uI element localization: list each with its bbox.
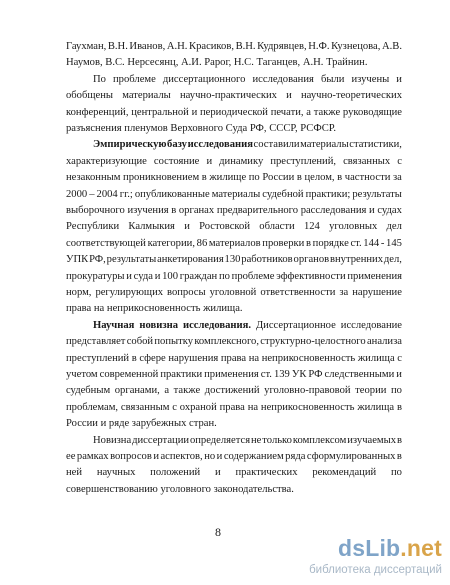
- word: нарушение: [352, 287, 402, 298]
- text-line: [66, 188, 402, 201]
- word: результаты: [106, 254, 157, 266]
- word: по: [390, 385, 402, 397]
- word: уголовной: [209, 287, 257, 298]
- word: преступлений: [66, 352, 130, 364]
- word: применения: [204, 369, 259, 380]
- word: УПК: [66, 254, 89, 266]
- word: По: [93, 73, 106, 85]
- word: расследования: [300, 205, 367, 216]
- word: граждан: [179, 270, 218, 282]
- bold-word: Эмпирическую: [93, 139, 167, 151]
- word: Кудрявцев,: [257, 41, 307, 52]
- word: собой: [126, 336, 154, 348]
- word: на: [248, 352, 260, 364]
- word: а: [164, 385, 170, 397]
- word: материалы: [211, 188, 261, 200]
- word: опубликованные: [134, 188, 210, 200]
- word: проверки: [262, 237, 305, 249]
- word: 130: [224, 254, 241, 266]
- word: прокуратуры: [66, 270, 125, 282]
- word: жилища: [357, 352, 395, 364]
- word: судебным: [66, 385, 111, 397]
- word: ответственности: [260, 287, 336, 298]
- word: Калмыкия: [128, 221, 175, 233]
- word: УК: [291, 369, 307, 380]
- word: и: [154, 270, 161, 282]
- text-line: [66, 302, 243, 315]
- line-text: совершенствованию уголовного законодательства.: [66, 483, 294, 495]
- text-line: [66, 171, 402, 184]
- word: жилища: [357, 401, 395, 413]
- word: эффективности: [276, 270, 346, 282]
- word: сформулированных: [306, 451, 396, 462]
- word: структурно-целостного: [260, 336, 366, 348]
- word: но: [204, 451, 216, 462]
- word: дел,: [383, 254, 402, 266]
- line-text: Наумов, В.С. Нерсесянц, А.И. Рарог, Н.С. Таганцев, А.Н. Трайнин.: [66, 57, 368, 69]
- word: России: [262, 172, 295, 184]
- word: практики;: [305, 188, 351, 200]
- word: анкетирования: [157, 254, 224, 266]
- bold-word: новизна: [139, 319, 178, 331]
- word: учетом: [66, 369, 98, 380]
- text-line: [66, 237, 402, 250]
- word: не: [251, 434, 262, 446]
- text-line: [66, 106, 402, 119]
- text-line: [66, 204, 402, 217]
- word: вопросов: [110, 451, 152, 462]
- text-line: [66, 220, 402, 233]
- word: исследования: [252, 73, 314, 85]
- word: органами,: [114, 385, 160, 397]
- word: охраной: [179, 401, 217, 413]
- word: дел: [386, 221, 402, 233]
- word: нарушения: [168, 352, 219, 364]
- word: 2000: [66, 188, 88, 200]
- word: 100: [162, 270, 179, 282]
- bold-word: Научная: [93, 319, 135, 331]
- word: в: [396, 451, 402, 462]
- text-line: [66, 89, 402, 102]
- word: содержанием: [223, 451, 284, 462]
- word: гг.;: [119, 188, 133, 200]
- word: органах: [178, 205, 215, 216]
- word: с: [397, 352, 402, 364]
- bold-word: исследования: [187, 139, 253, 151]
- word: также: [313, 106, 341, 118]
- word: предварительного: [216, 205, 299, 216]
- word: за: [339, 287, 349, 298]
- text-line: [66, 270, 402, 283]
- word: материалы: [122, 90, 171, 102]
- word: рекомендаций: [312, 467, 377, 479]
- word: на: [247, 401, 259, 413]
- watermark: [282, 535, 442, 581]
- word: области: [259, 221, 295, 233]
- word: -: [380, 237, 385, 249]
- word: современной: [99, 369, 159, 380]
- word: 2004: [96, 188, 118, 200]
- text-line: [66, 417, 217, 430]
- text-line: [66, 155, 402, 168]
- word: ряда: [285, 451, 306, 462]
- word: Кузнецова,: [331, 41, 381, 52]
- word: исследование: [340, 319, 402, 331]
- word: проблеме: [113, 73, 156, 85]
- word: 86: [196, 237, 208, 249]
- word: жилище: [209, 172, 247, 184]
- word: 139: [273, 369, 290, 380]
- word: уголовно-правовой: [264, 385, 351, 397]
- word: и: [153, 451, 159, 462]
- word: проблемам,: [66, 401, 119, 413]
- watermark-logo: [338, 535, 442, 561]
- page-number: 8: [215, 525, 221, 539]
- word: печати,: [270, 106, 304, 118]
- word: а: [306, 106, 311, 118]
- word: незаконным: [66, 172, 121, 184]
- watermark-logo-main: dsLib: [337, 535, 401, 561]
- word: применения: [347, 270, 402, 282]
- word: неприкосновенность: [261, 352, 356, 364]
- word: норм,: [66, 287, 92, 298]
- word: диссертации: [132, 434, 190, 446]
- word: в: [171, 205, 177, 216]
- word: сфере: [139, 352, 166, 364]
- word: анализа: [366, 336, 402, 348]
- word: комплексного,: [194, 336, 259, 348]
- text-line: [66, 40, 402, 53]
- word: Красиков,: [189, 41, 234, 52]
- word: уголовных: [329, 221, 378, 233]
- word: в: [396, 401, 402, 413]
- word: связанным: [120, 401, 170, 413]
- word: РФ,: [89, 254, 106, 266]
- word: результаты: [352, 188, 402, 200]
- word: права: [219, 401, 245, 413]
- word: Диссертационное: [255, 319, 336, 331]
- word: также: [173, 385, 201, 397]
- word: проблеме: [231, 270, 275, 282]
- word: регулирующих: [95, 287, 164, 298]
- word: изучения: [127, 205, 169, 216]
- word: органов: [293, 254, 330, 266]
- text-line: [93, 319, 402, 332]
- word: Иванов,: [129, 41, 166, 52]
- text-line: [66, 466, 402, 479]
- word: ст.: [350, 237, 362, 249]
- word: аспектов,: [160, 451, 203, 462]
- word: частности: [344, 172, 391, 184]
- text-line: [93, 138, 402, 151]
- word: обобщены: [66, 90, 114, 102]
- word: достижений: [204, 385, 260, 397]
- word: и: [184, 221, 190, 233]
- text-line: [66, 450, 402, 463]
- word: и: [206, 155, 213, 167]
- word: составили: [253, 139, 300, 151]
- word: внутренних: [329, 254, 384, 266]
- line-text: России и ряде зарубежных стран.: [66, 418, 217, 430]
- word: диссертационного: [162, 73, 246, 85]
- word: научно-практических: [179, 90, 277, 102]
- word: периодической: [200, 106, 268, 118]
- word: материалов: [208, 237, 261, 249]
- word: и: [369, 205, 375, 216]
- word: характеризующие: [66, 155, 147, 167]
- text-line: [66, 253, 402, 266]
- word: конференций,: [66, 106, 129, 118]
- word: комплексом: [292, 434, 347, 446]
- line-text: права на неприкосновенность жилища.: [66, 303, 243, 315]
- word: категории,: [147, 237, 195, 249]
- word: и: [191, 106, 198, 118]
- bold-word: исследования.: [182, 319, 251, 331]
- word: по: [218, 270, 230, 282]
- word: попытку: [154, 336, 194, 348]
- word: по: [248, 172, 260, 184]
- word: статистики,: [349, 139, 402, 151]
- word: РФ: [308, 369, 323, 380]
- word: практики: [160, 369, 203, 380]
- word: Н.Ф.: [308, 41, 330, 52]
- word: целом,: [304, 172, 335, 184]
- word: в: [305, 237, 311, 249]
- word: и: [216, 451, 223, 462]
- word: Ростовской: [199, 221, 251, 233]
- word: за: [392, 172, 402, 184]
- word: А.В.: [381, 41, 402, 52]
- word: и: [396, 73, 402, 85]
- word: состояние: [153, 155, 200, 167]
- word: Гаухман,: [66, 41, 107, 52]
- word: права: [220, 352, 247, 364]
- word: по: [390, 467, 402, 479]
- word: проникновением: [123, 172, 200, 184]
- word: определяется: [189, 434, 251, 446]
- text-line: [66, 122, 336, 135]
- word: были: [320, 73, 345, 85]
- word: 124: [303, 221, 320, 233]
- word: выборочного: [66, 205, 125, 216]
- word: в: [337, 172, 343, 184]
- word: судах: [377, 205, 402, 216]
- word: и: [214, 467, 221, 479]
- word: порядке: [312, 237, 349, 249]
- word: материалы: [300, 139, 349, 151]
- word: в: [131, 352, 137, 364]
- word: соответствующей: [66, 237, 146, 249]
- word: изучены: [351, 73, 390, 85]
- word: ней: [66, 467, 83, 479]
- text-line: [66, 56, 367, 69]
- text-line: [66, 483, 294, 496]
- word: только: [262, 434, 292, 446]
- word: центральной: [131, 106, 189, 118]
- word: 145: [386, 237, 402, 249]
- text-line: [66, 335, 402, 348]
- word: представляет: [66, 336, 126, 348]
- word: научных: [96, 467, 136, 479]
- word: В.Н.: [235, 41, 256, 52]
- word: практических: [235, 467, 298, 479]
- bold-word: базу: [167, 139, 187, 151]
- word: неприкосновенность: [260, 401, 355, 413]
- word: Республики: [66, 221, 120, 233]
- word: и: [126, 270, 132, 282]
- text-line: [93, 434, 402, 447]
- word: теории: [355, 385, 387, 397]
- text-line: [66, 401, 402, 414]
- word: Новизна: [93, 434, 132, 446]
- word: суда: [133, 270, 153, 282]
- word: в: [296, 172, 302, 184]
- word: руководящие: [342, 106, 402, 118]
- watermark-subtitle: библиотека диссертаций: [309, 564, 442, 576]
- word: в: [396, 434, 402, 446]
- word: 144: [363, 237, 380, 249]
- word: ст.: [260, 369, 272, 380]
- watermark-logo-accent: .net: [400, 535, 442, 561]
- line-text: разъяснения пленумов Верховного Суда РФ, СССР, РСФСР.: [66, 123, 337, 134]
- word: с: [172, 401, 177, 413]
- word: работников: [241, 254, 293, 266]
- word: следственными: [324, 369, 395, 380]
- word: с: [397, 155, 402, 167]
- text-line: [66, 352, 402, 365]
- text-line: [93, 73, 402, 86]
- word: и: [286, 90, 292, 102]
- word: судебной: [262, 188, 304, 200]
- text-line: [66, 368, 402, 381]
- text-line: [66, 384, 402, 397]
- word: и: [396, 369, 402, 380]
- word: динамику: [219, 155, 264, 167]
- word: в: [201, 172, 207, 184]
- word: преступлений,: [270, 155, 337, 167]
- word: А.Н.: [166, 41, 188, 52]
- word: –: [89, 188, 95, 200]
- word: изучаемых: [347, 434, 397, 446]
- word: ее: [66, 451, 76, 462]
- text-line: [66, 286, 402, 299]
- word: вопросы: [167, 287, 206, 298]
- word: положений: [150, 467, 201, 479]
- word: В.Н.: [107, 41, 128, 52]
- word: связанных: [343, 155, 391, 167]
- word: рамках: [76, 451, 109, 462]
- word: научно-теоретических: [301, 90, 402, 102]
